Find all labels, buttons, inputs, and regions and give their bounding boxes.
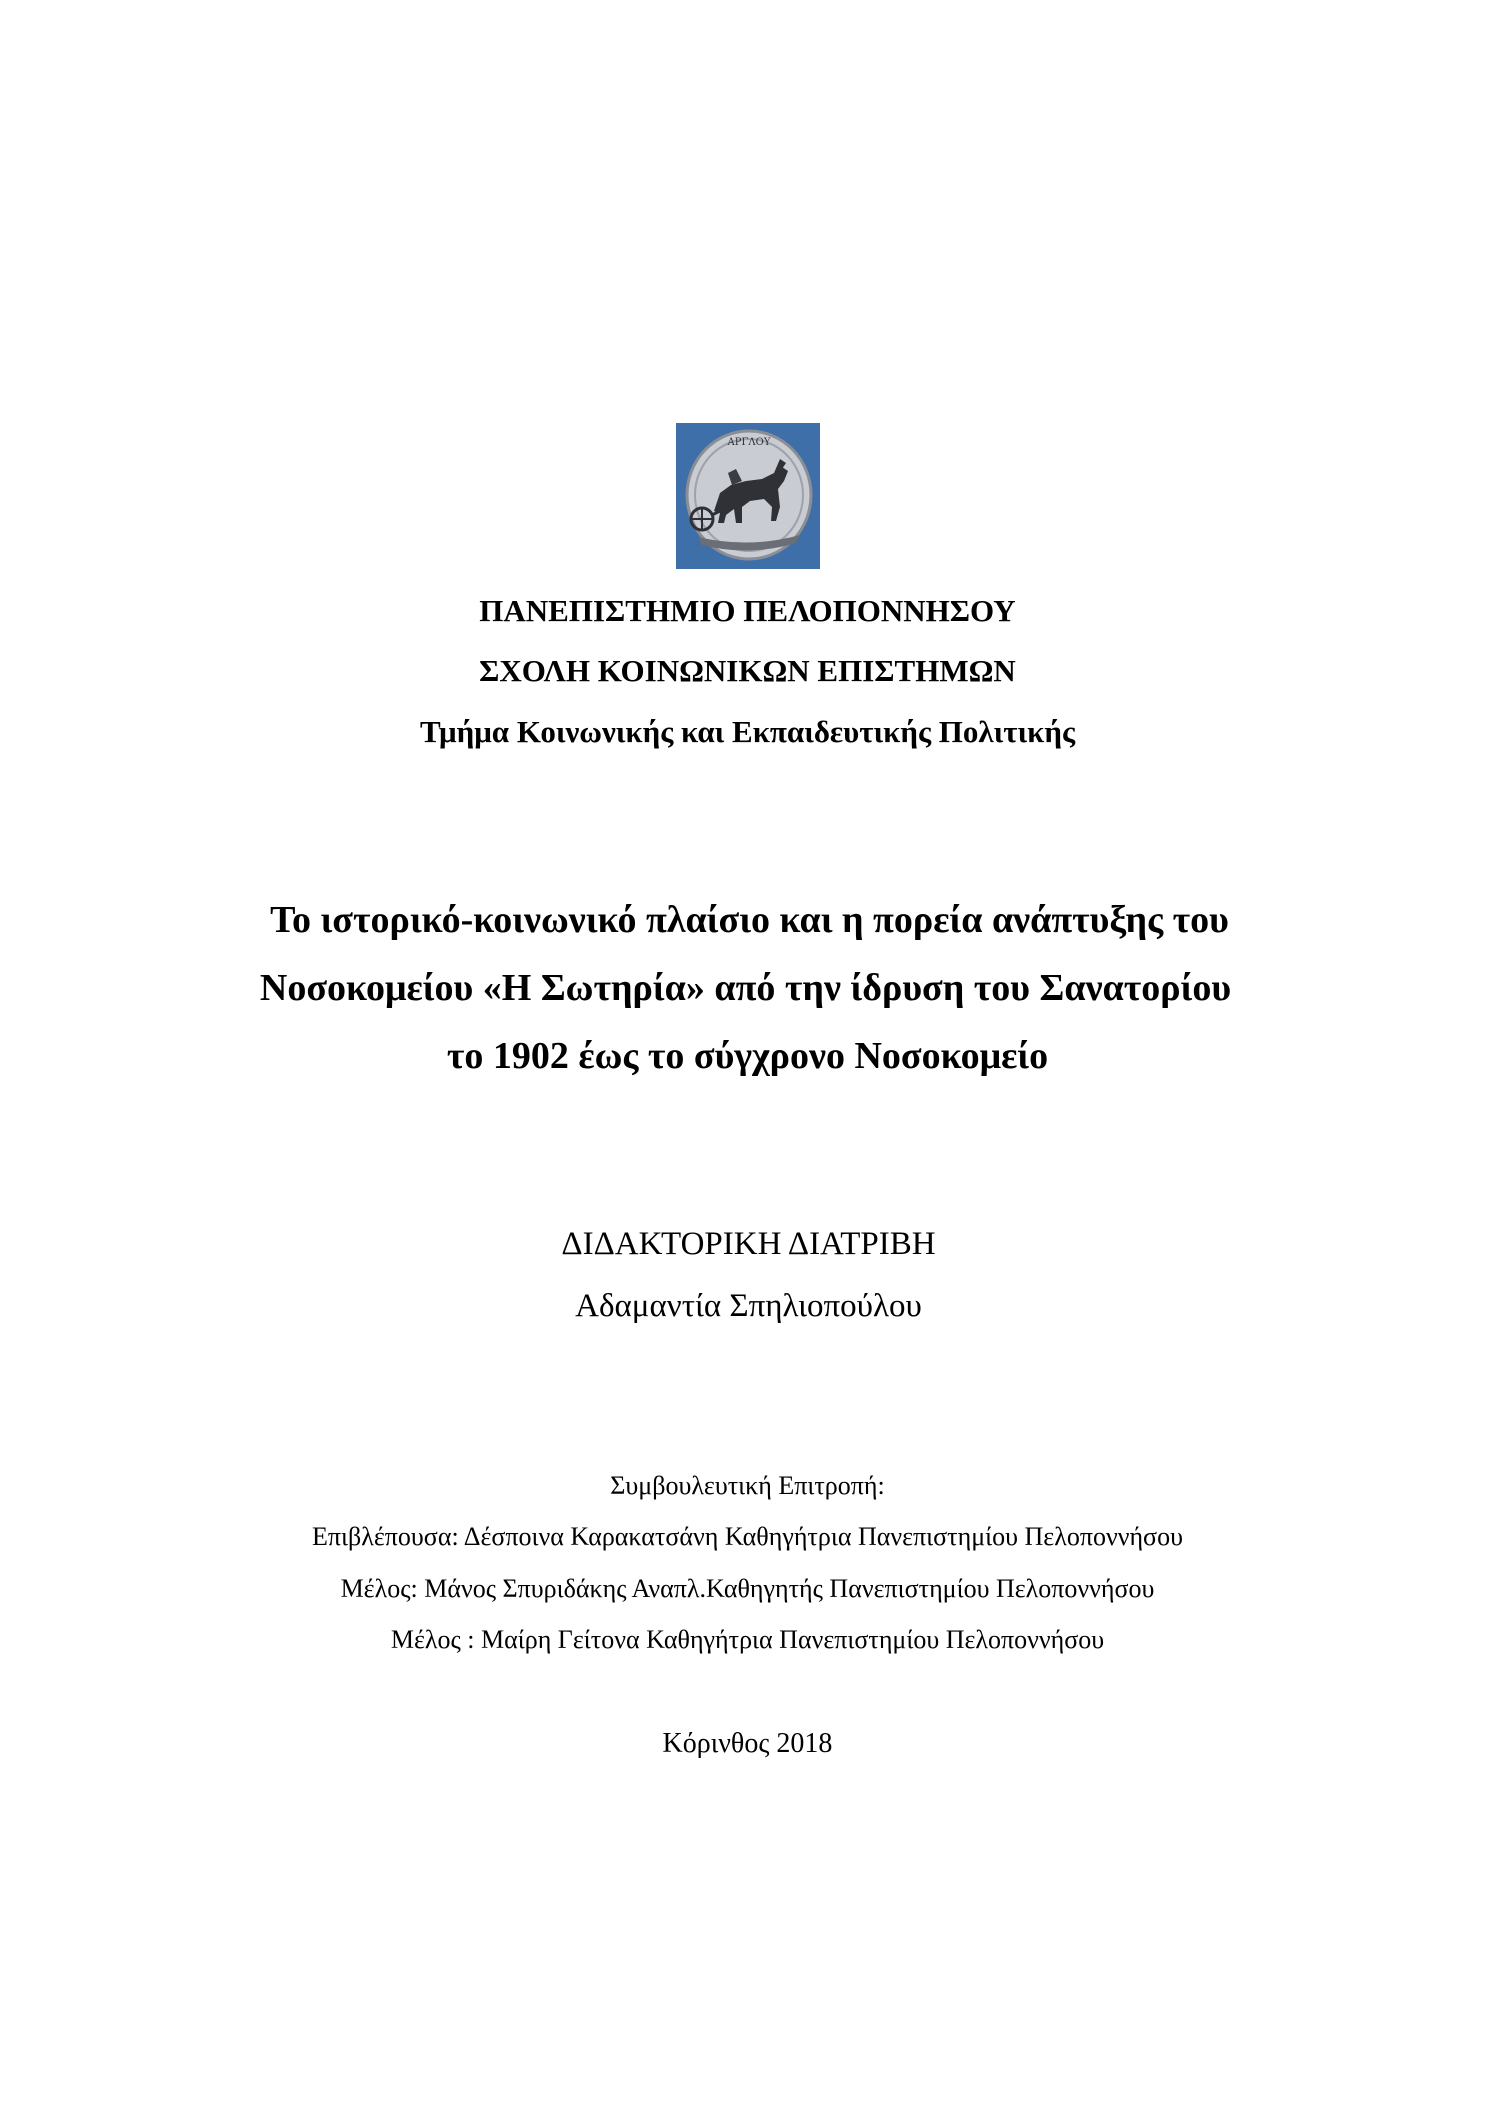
university-coin-logo-icon: [676, 423, 820, 569]
committee-heading: Συμβουλευτική Επιτροπή:: [610, 1471, 885, 1500]
thesis-type: ΔΙΔΑΚΤΟΡΙΚΗ ΔΙΑΤΡΙΒΗ: [561, 1226, 936, 1262]
committee-member-supervisor: Επιβλέπουσα: Δέσποινα Καρακατσάνη Καθηγήτρια Πανεπιστημίου Πελοποννήσου: [312, 1522, 1183, 1551]
logo-inscription: ΑΡΓΛΟΥ: [727, 437, 771, 448]
department-name: Τμήμα Κοινωνικής και Εκπαιδευτικής Πολιτικής: [419, 714, 1076, 749]
committee-member: Μέλος : Μαίρη Γείτονα Καθηγήτρια Πανεπιστημίου Πελοποννήσου: [390, 1625, 1105, 1654]
university-logo: [676, 423, 820, 569]
thesis-author: Αδαμαντία Σπηλιοπούλου: [575, 1288, 922, 1324]
university-name: ΠΑΝΕΠΙΣΤΗΜΙΟ ΠΕΛΟΠΟΝΝΗΣΟΥ: [479, 593, 1016, 628]
place-and-year: Κόρινθος 2018: [662, 1728, 833, 1759]
committee-member: Μέλος: Μάνος Σπυριδάκης Αναπλ.Καθηγητής Πανεπιστημίου Πελοποννήσου: [340, 1574, 1155, 1603]
school-name: ΣΧΟΛΗ ΚΟΙΝΩΝΙΚΩΝ ΕΠΙΣΤΗΜΩΝ: [479, 653, 1016, 688]
thesis-title-line-2: Νοσοκομείου «Η Σωτηρία» από την ίδρυση του Σανατορίου: [259, 967, 1232, 1009]
thesis-title-line-1: Το ιστορικό-κοινωνικό πλαίσιο και η πορεία ανάπτυξης του: [270, 899, 1229, 941]
thesis-title-line-3: το 1902 έως το σύγχρονο Νοσοκομείο: [446, 1035, 1049, 1077]
